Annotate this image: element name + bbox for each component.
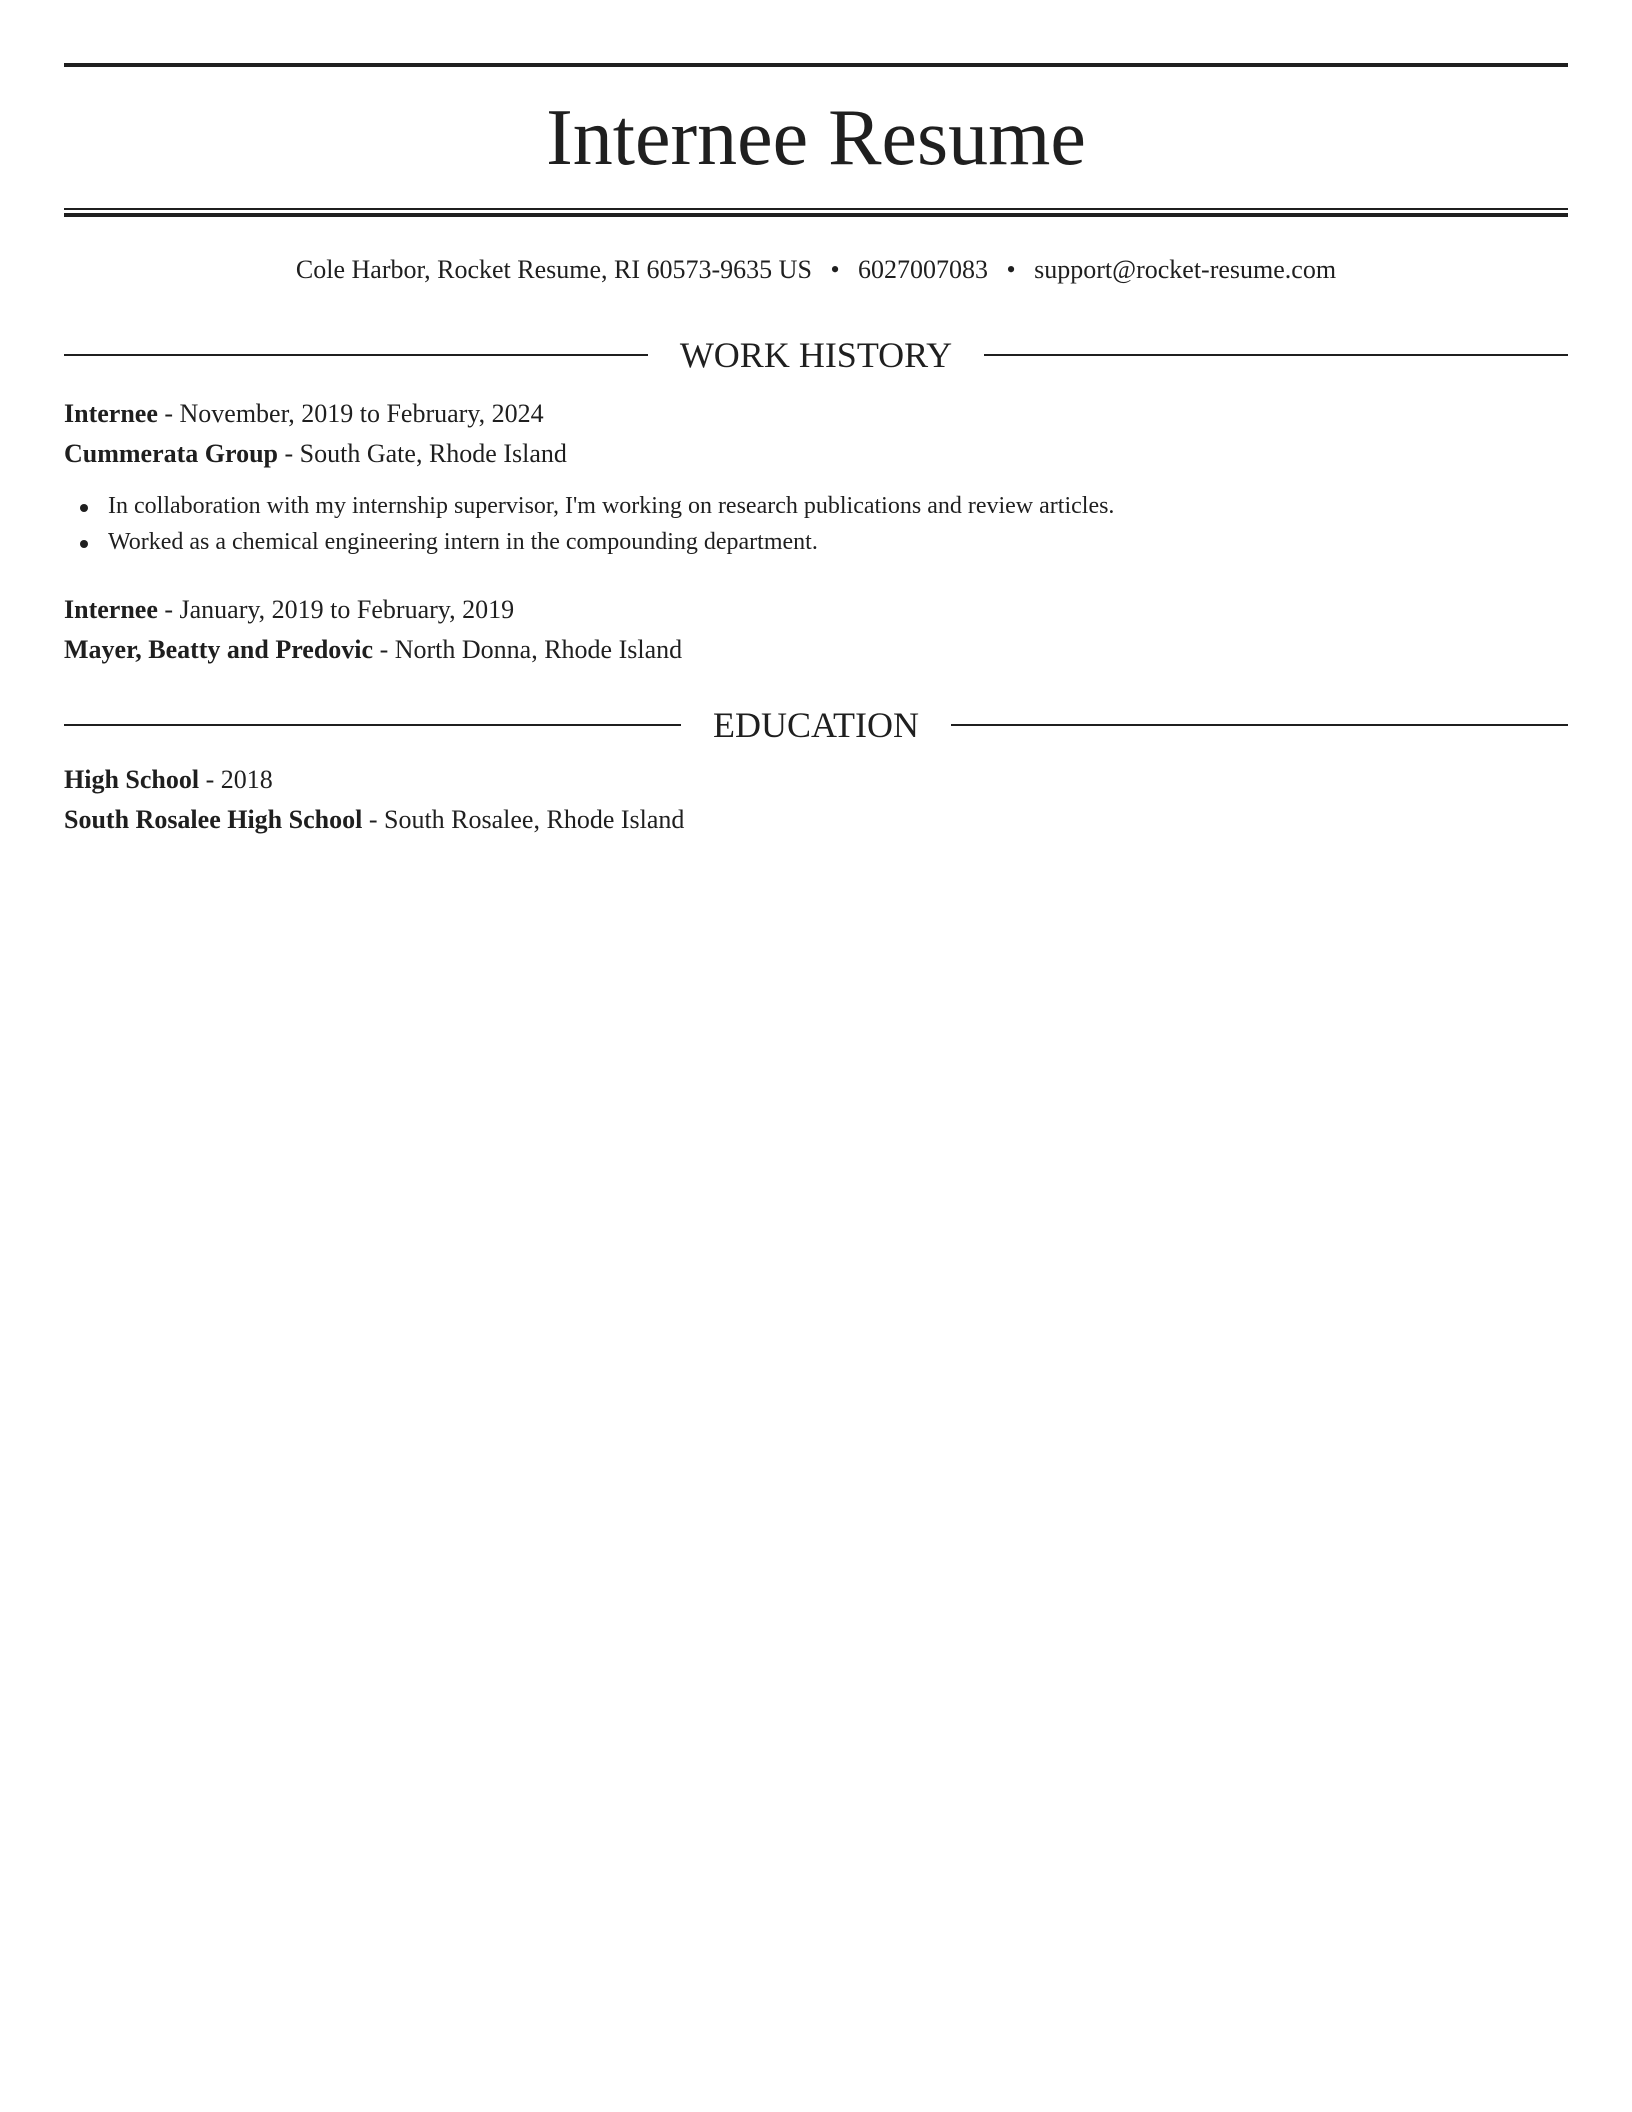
job-1-location: - South Gate, Rhode Island bbox=[284, 439, 567, 468]
work-history-heading bbox=[64, 333, 1568, 377]
heading-rule-right bbox=[984, 354, 1568, 356]
job-2-dates: - January, 2019 to February, 2019 bbox=[164, 595, 515, 624]
top-rule bbox=[64, 63, 1568, 67]
education-degree-line bbox=[64, 762, 1568, 798]
job-1-company-line bbox=[64, 436, 1568, 472]
education-school-line bbox=[64, 802, 1568, 838]
job-1-dates: - November, 2019 to February, 2024 bbox=[164, 399, 544, 428]
job-2-company: Mayer, Beatty and Predovic bbox=[64, 635, 374, 664]
contact-email: support@rocket-resume.com bbox=[1034, 255, 1337, 284]
list-item: In collaboration with my internship supervisor, I'm working on research publications and review articles. bbox=[64, 488, 1568, 524]
education-school: South Rosalee High School bbox=[64, 805, 363, 834]
job-2-company-line bbox=[64, 632, 1568, 668]
heading-rule-left bbox=[64, 354, 648, 356]
title-double-rule bbox=[64, 208, 1568, 217]
contact-phone: 6027007083 bbox=[858, 255, 989, 284]
work-history-label: WORK HISTORY bbox=[679, 335, 953, 375]
resume-title: Internee Resume bbox=[546, 94, 1086, 182]
heading-rule-right bbox=[951, 724, 1568, 726]
contact-separator: • bbox=[830, 255, 840, 284]
job-2-title-line bbox=[64, 592, 1568, 628]
job-2-location: - North Donna, Rhode Island bbox=[379, 635, 683, 664]
job-1-title-line bbox=[64, 396, 1568, 432]
contact-address: Cole Harbor, Rocket Resume, RI 60573-9635 US bbox=[295, 255, 812, 284]
education-degree: High School bbox=[64, 765, 200, 794]
education-year: - 2018 bbox=[205, 765, 273, 794]
job-1-title: Internee bbox=[64, 399, 158, 428]
job-2-title: Internee bbox=[64, 595, 158, 624]
job-1-company: Cummerata Group bbox=[64, 439, 279, 468]
job-1-bullets bbox=[64, 488, 1568, 560]
education-location: - South Rosalee, Rhode Island bbox=[368, 805, 685, 834]
list-item: Worked as a chemical engineering intern in the compounding department. bbox=[64, 524, 1568, 560]
heading-rule-left bbox=[64, 724, 681, 726]
contact-separator: • bbox=[1006, 255, 1016, 284]
education-label: EDUCATION bbox=[713, 705, 919, 745]
contact-line bbox=[64, 252, 1568, 288]
education-heading bbox=[64, 703, 1568, 747]
